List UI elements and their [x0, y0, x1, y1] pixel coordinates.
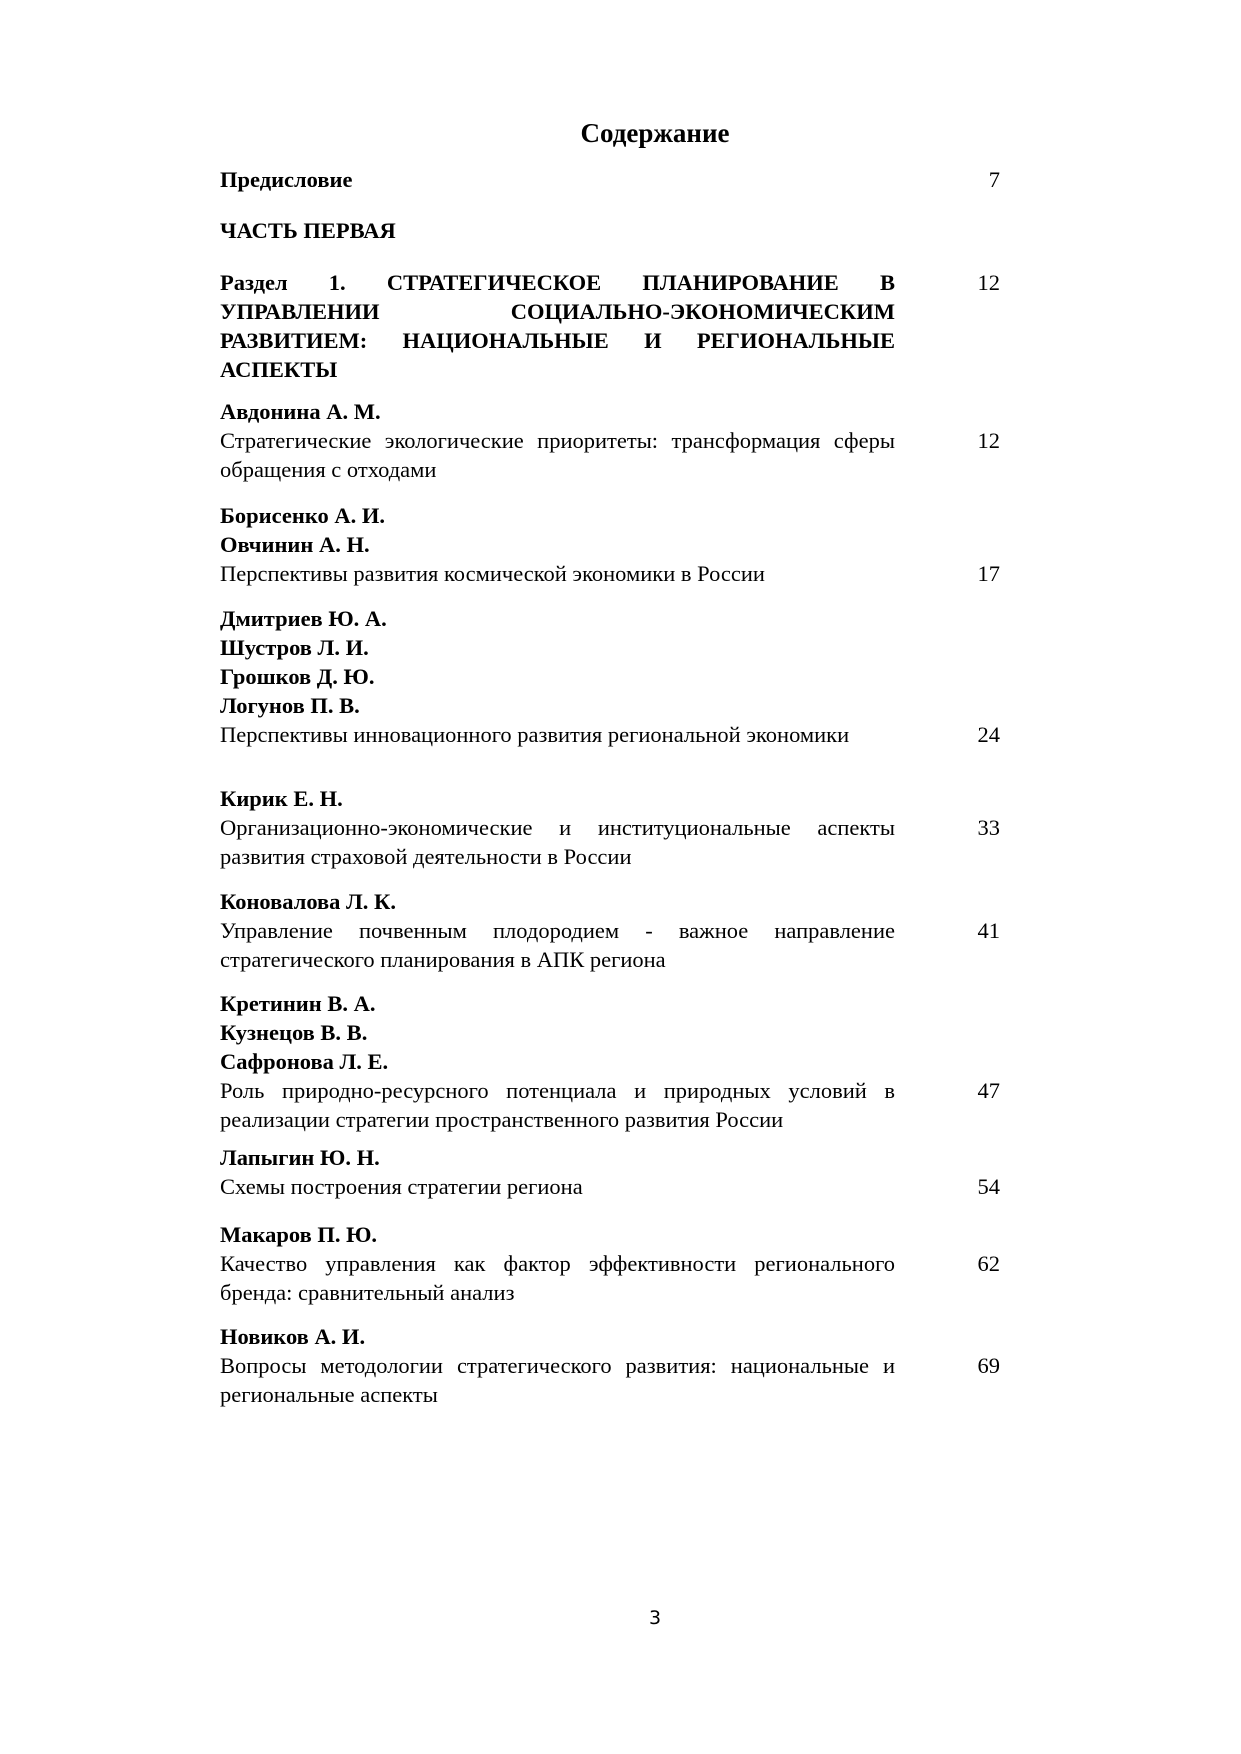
entry-page: 12 — [977, 428, 1000, 453]
toc-entry-part — [220, 216, 1000, 245]
author-name: Логунов П. В. — [220, 693, 360, 718]
entry-title: Управление почвенным плодородием - важное направление стратегического планирования в АПК региона — [220, 918, 895, 972]
entry-title: Перспективы инновационного развития региональной экономики — [220, 722, 850, 747]
entry-title: Качество управления как фактор эффективности регионального бренда: сравнительный анализ — [220, 1251, 895, 1305]
toc-section-label: Раздел 1. СТРАТЕГИЧЕСКОЕ ПЛАНИРОВАНИЕ В УПРАВЛЕНИИ СОЦИАЛЬНО-ЭКОНОМИЧЕСКИМ РАЗВИТИЕМ: НАЦИОНАЛЬНЫЕ И РЕГИОНАЛЬНЫЕ АСПЕКТЫ — [220, 270, 895, 382]
toc-entry-preface — [220, 165, 1000, 194]
author-name: Кирик Е. Н. — [220, 786, 343, 811]
entry-page: 17 — [977, 561, 1000, 586]
toc-entry — [220, 887, 1000, 974]
entry-title: Организационно-экономические и институциональные аспекты развития страховой деятельности в России — [220, 815, 895, 869]
toc-entry — [220, 397, 1000, 484]
toc-part-label: ЧАСТЬ ПЕРВАЯ — [220, 218, 396, 243]
entry-authors — [220, 397, 1000, 426]
toc-entry — [220, 784, 1000, 871]
entry-title: Схемы построения стратегии региона — [220, 1174, 583, 1199]
author-name: Борисенко А. И. — [220, 503, 385, 528]
author-name: Кузнецов В. В. — [220, 1020, 368, 1045]
entry-title: Роль природно-ресурсного потенциала и природных условий в реализации стратегии пространственного развития России — [220, 1078, 895, 1132]
entry-page: 69 — [977, 1353, 1000, 1378]
entry-title: Стратегические экологические приоритеты: трансформация сферы обращения с отходами — [220, 428, 895, 482]
author-name: Лапыгин Ю. Н. — [220, 1145, 380, 1170]
toc-entry — [220, 1143, 1000, 1201]
entry-authors — [220, 989, 1000, 1076]
author-name: Макаров П. Ю. — [220, 1222, 378, 1247]
entry-page: 54 — [977, 1174, 1000, 1199]
author-name: Сафронова Л. Е. — [220, 1049, 389, 1074]
entry-title: Перспективы развития космической экономики в России — [220, 561, 765, 586]
entry-authors — [220, 604, 1000, 720]
author-name: Шустров Л. И. — [220, 635, 369, 660]
toc-entry — [220, 604, 1000, 749]
entry-authors — [220, 784, 1000, 813]
author-name: Авдонина А. М. — [220, 399, 381, 424]
entry-title: Вопросы методологии стратегического развития: национальные и региональные аспекты — [220, 1353, 895, 1407]
toc-entry-section — [220, 268, 1000, 384]
author-name: Кретинин В. А. — [220, 991, 376, 1016]
page-number: 3 — [648, 1607, 662, 1629]
entry-authors — [220, 1322, 1000, 1351]
author-name: Коновалова Л. К. — [220, 889, 396, 914]
toc-entry — [220, 1322, 1000, 1409]
author-name: Грошков Д. Ю. — [220, 664, 375, 689]
toc-preface-label: Предисловие — [220, 167, 353, 192]
entry-authors — [220, 501, 1000, 559]
author-name: Дмитриев Ю. А. — [220, 606, 387, 631]
entry-authors — [220, 1220, 1000, 1249]
entry-page: 47 — [977, 1078, 1000, 1103]
entry-authors — [220, 887, 1000, 916]
author-name: Овчинин А. Н. — [220, 532, 370, 557]
toc-entry — [220, 989, 1000, 1134]
toc-entry — [220, 1220, 1000, 1307]
entry-authors — [220, 1143, 1000, 1172]
entry-page: 24 — [977, 722, 1000, 747]
toc-section-page: 12 — [977, 270, 1000, 295]
page-title: Содержание — [580, 118, 730, 148]
toc-preface-page: 7 — [988, 167, 1000, 192]
toc-entry — [220, 501, 1000, 588]
author-name: Новиков А. И. — [220, 1324, 366, 1349]
entry-page: 41 — [977, 918, 1000, 943]
entry-page: 62 — [977, 1251, 1000, 1276]
entry-page: 33 — [977, 815, 1000, 840]
